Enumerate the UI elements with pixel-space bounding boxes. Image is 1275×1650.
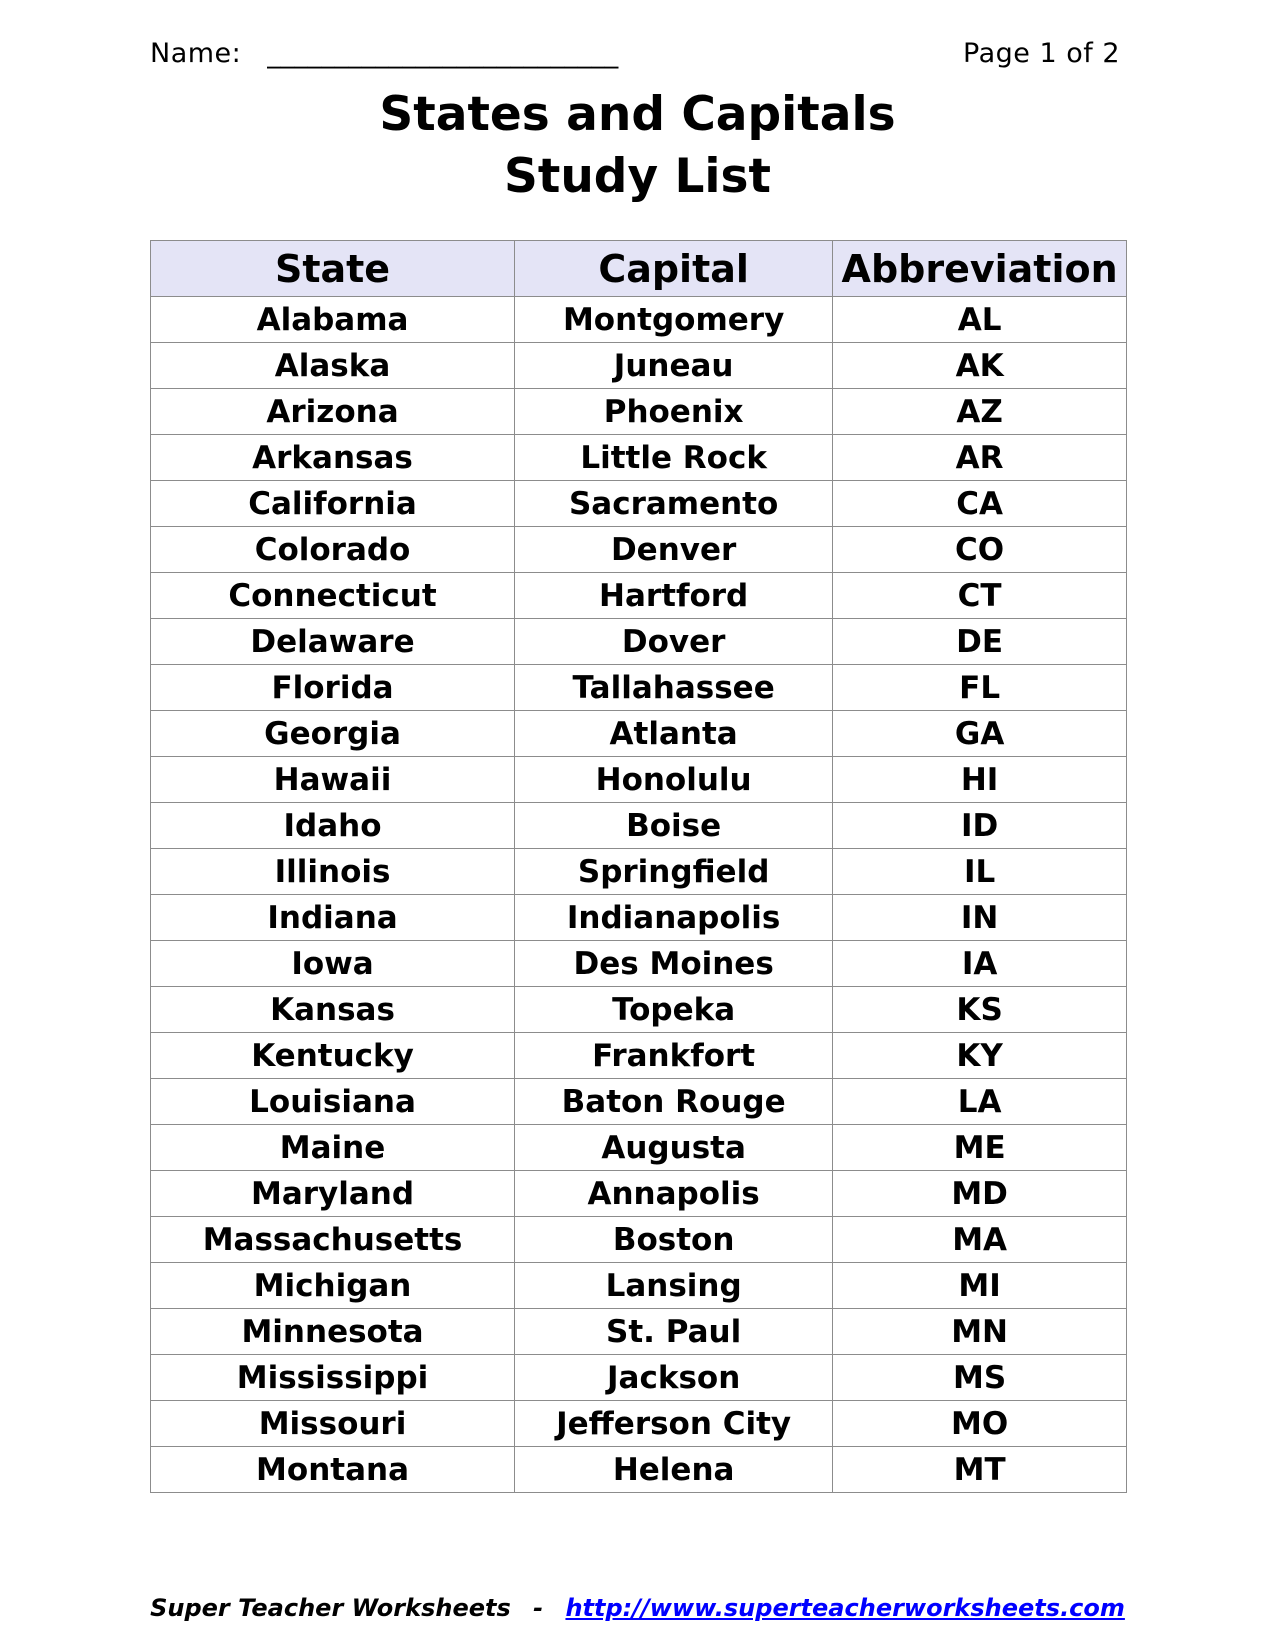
states-capitals-table bbox=[150, 240, 1127, 1493]
cell-state: Maine bbox=[151, 1125, 515, 1171]
footer-url-link[interactable]: http://www.superteacherworksheets.com bbox=[565, 1594, 1125, 1622]
column-header-abbreviation: Abbreviation bbox=[833, 241, 1127, 297]
name-blank-line: __________________________ bbox=[267, 38, 619, 69]
cell-capital: Juneau bbox=[515, 343, 833, 389]
cell-state: Illinois bbox=[151, 849, 515, 895]
table-row bbox=[151, 481, 1127, 527]
cell-abbreviation: IN bbox=[833, 895, 1127, 941]
table-row bbox=[151, 297, 1127, 343]
cell-state: Idaho bbox=[151, 803, 515, 849]
cell-capital: Montgomery bbox=[515, 297, 833, 343]
cell-capital: St. Paul bbox=[515, 1309, 833, 1355]
cell-state: Florida bbox=[151, 665, 515, 711]
footer-brand: Super Teacher Worksheets bbox=[150, 1594, 511, 1622]
cell-abbreviation: FL bbox=[833, 665, 1127, 711]
title-line-2: Study List bbox=[504, 149, 771, 204]
table-row bbox=[151, 343, 1127, 389]
table-row bbox=[151, 527, 1127, 573]
table-row bbox=[151, 941, 1127, 987]
table-row bbox=[151, 1447, 1127, 1493]
cell-abbreviation: LA bbox=[833, 1079, 1127, 1125]
table-row bbox=[151, 1125, 1127, 1171]
title-line-1: States and Capitals bbox=[379, 87, 896, 142]
cell-state: Mississippi bbox=[151, 1355, 515, 1401]
cell-state: Arizona bbox=[151, 389, 515, 435]
cell-state: Delaware bbox=[151, 619, 515, 665]
table-header-row bbox=[151, 241, 1127, 297]
cell-abbreviation: KS bbox=[833, 987, 1127, 1033]
cell-state: Kansas bbox=[151, 987, 515, 1033]
table-row bbox=[151, 1033, 1127, 1079]
cell-abbreviation: MA bbox=[833, 1217, 1127, 1263]
cell-abbreviation: HI bbox=[833, 757, 1127, 803]
cell-capital: Tallahassee bbox=[515, 665, 833, 711]
cell-abbreviation: CT bbox=[833, 573, 1127, 619]
cell-capital: Frankfort bbox=[515, 1033, 833, 1079]
table-row bbox=[151, 1171, 1127, 1217]
cell-abbreviation: CA bbox=[833, 481, 1127, 527]
cell-abbreviation: IL bbox=[833, 849, 1127, 895]
cell-state: Alaska bbox=[151, 343, 515, 389]
table-row bbox=[151, 895, 1127, 941]
table-row bbox=[151, 711, 1127, 757]
cell-state: Georgia bbox=[151, 711, 515, 757]
table-row bbox=[151, 435, 1127, 481]
cell-abbreviation: MI bbox=[833, 1263, 1127, 1309]
table-row bbox=[151, 757, 1127, 803]
cell-state: Connecticut bbox=[151, 573, 515, 619]
cell-state: Missouri bbox=[151, 1401, 515, 1447]
cell-capital: Hartford bbox=[515, 573, 833, 619]
table-row bbox=[151, 573, 1127, 619]
name-label: Name: bbox=[150, 38, 242, 69]
cell-state: California bbox=[151, 481, 515, 527]
cell-capital: Boise bbox=[515, 803, 833, 849]
cell-abbreviation: GA bbox=[833, 711, 1127, 757]
cell-capital: Honolulu bbox=[515, 757, 833, 803]
page-footer bbox=[0, 1594, 1275, 1622]
cell-abbreviation: AL bbox=[833, 297, 1127, 343]
cell-capital: Phoenix bbox=[515, 389, 833, 435]
cell-abbreviation: KY bbox=[833, 1033, 1127, 1079]
table-row bbox=[151, 803, 1127, 849]
cell-capital: Baton Rouge bbox=[515, 1079, 833, 1125]
cell-abbreviation: MS bbox=[833, 1355, 1127, 1401]
cell-state: Montana bbox=[151, 1447, 515, 1493]
cell-capital: Des Moines bbox=[515, 941, 833, 987]
table-head bbox=[151, 241, 1127, 297]
cell-capital: Denver bbox=[515, 527, 833, 573]
cell-capital: Topeka bbox=[515, 987, 833, 1033]
cell-state: Massachusetts bbox=[151, 1217, 515, 1263]
cell-capital: Springfield bbox=[515, 849, 833, 895]
cell-state: Alabama bbox=[151, 297, 515, 343]
footer-separator: - bbox=[533, 1594, 544, 1622]
cell-capital: Jackson bbox=[515, 1355, 833, 1401]
cell-abbreviation: MN bbox=[833, 1309, 1127, 1355]
cell-abbreviation: MT bbox=[833, 1447, 1127, 1493]
cell-state: Iowa bbox=[151, 941, 515, 987]
cell-state: Colorado bbox=[151, 527, 515, 573]
cell-state: Hawaii bbox=[151, 757, 515, 803]
cell-abbreviation: MD bbox=[833, 1171, 1127, 1217]
table-row bbox=[151, 619, 1127, 665]
cell-state: Kentucky bbox=[151, 1033, 515, 1079]
cell-abbreviation: DE bbox=[833, 619, 1127, 665]
table-body bbox=[151, 297, 1127, 1493]
cell-abbreviation: CO bbox=[833, 527, 1127, 573]
table-row bbox=[151, 1309, 1127, 1355]
document-title bbox=[0, 84, 1275, 208]
cell-state: Arkansas bbox=[151, 435, 515, 481]
name-group bbox=[150, 38, 618, 69]
cell-capital: Indianapolis bbox=[515, 895, 833, 941]
cell-capital: Augusta bbox=[515, 1125, 833, 1171]
cell-capital: Atlanta bbox=[515, 711, 833, 757]
cell-abbreviation: ID bbox=[833, 803, 1127, 849]
cell-capital: Sacramento bbox=[515, 481, 833, 527]
table-row bbox=[151, 1263, 1127, 1309]
cell-abbreviation: AK bbox=[833, 343, 1127, 389]
table-row bbox=[151, 1217, 1127, 1263]
cell-abbreviation: MO bbox=[833, 1401, 1127, 1447]
cell-capital: Little Rock bbox=[515, 435, 833, 481]
table-row bbox=[151, 389, 1127, 435]
cell-state: Louisiana bbox=[151, 1079, 515, 1125]
cell-capital: Helena bbox=[515, 1447, 833, 1493]
cell-abbreviation: IA bbox=[833, 941, 1127, 987]
table-row bbox=[151, 987, 1127, 1033]
cell-abbreviation: AZ bbox=[833, 389, 1127, 435]
cell-capital: Annapolis bbox=[515, 1171, 833, 1217]
column-header-state: State bbox=[151, 241, 515, 297]
cell-capital: Boston bbox=[515, 1217, 833, 1263]
table-row bbox=[151, 1079, 1127, 1125]
page-header bbox=[150, 38, 1120, 69]
column-header-capital: Capital bbox=[515, 241, 833, 297]
cell-capital: Jefferson City bbox=[515, 1401, 833, 1447]
cell-capital: Dover bbox=[515, 619, 833, 665]
table-row bbox=[151, 1355, 1127, 1401]
cell-capital: Lansing bbox=[515, 1263, 833, 1309]
table-row bbox=[151, 1401, 1127, 1447]
cell-state: Maryland bbox=[151, 1171, 515, 1217]
table-row bbox=[151, 849, 1127, 895]
cell-state: Minnesota bbox=[151, 1309, 515, 1355]
table-row bbox=[151, 665, 1127, 711]
page-indicator: Page 1 of 2 bbox=[963, 38, 1120, 69]
cell-state: Indiana bbox=[151, 895, 515, 941]
cell-abbreviation: ME bbox=[833, 1125, 1127, 1171]
cell-abbreviation: AR bbox=[833, 435, 1127, 481]
cell-state: Michigan bbox=[151, 1263, 515, 1309]
